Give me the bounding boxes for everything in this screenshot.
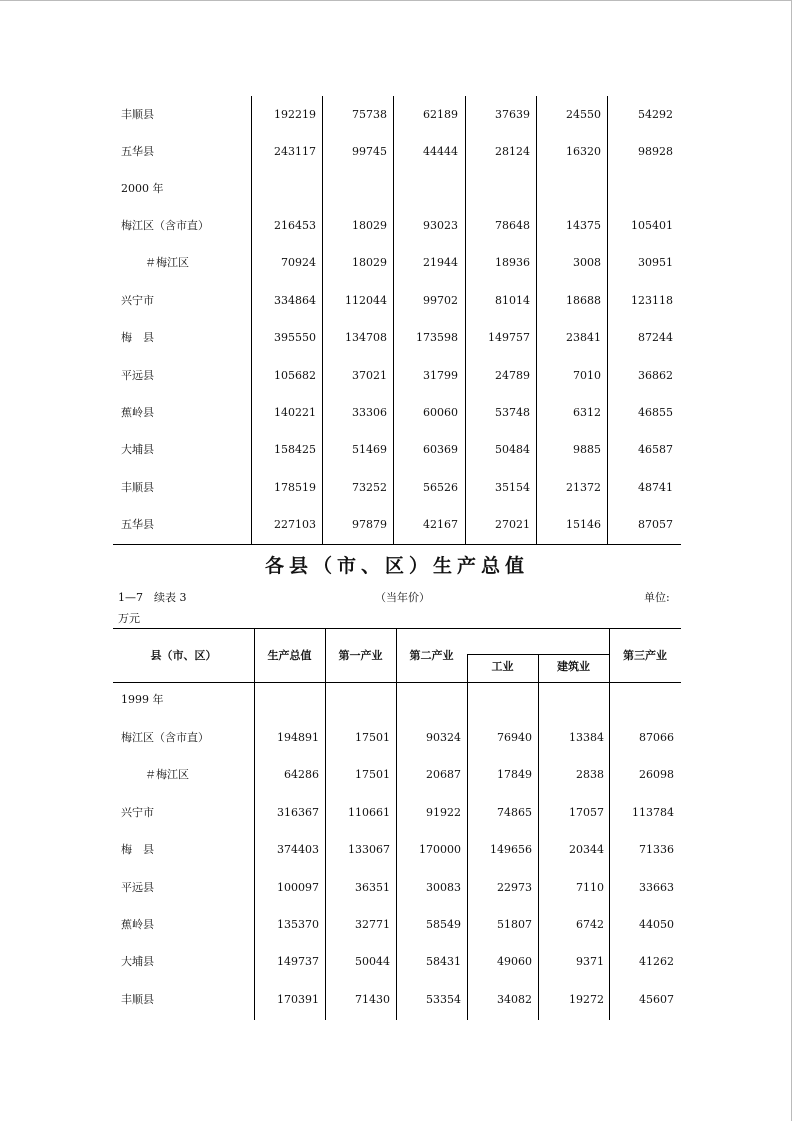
cell-value: 17849 bbox=[497, 768, 532, 781]
cell-value: 149737 bbox=[277, 955, 319, 968]
cell-value: 17057 bbox=[569, 806, 604, 819]
row-label: 1999 年 bbox=[121, 693, 164, 706]
cell-value: 113784 bbox=[632, 806, 674, 819]
cell-value: 149656 bbox=[490, 843, 532, 856]
row-label: 兴宁市 bbox=[121, 806, 154, 819]
cell-value: 30951 bbox=[638, 256, 673, 269]
unit-label: 单位: bbox=[644, 591, 670, 604]
table-row bbox=[113, 403, 681, 423]
cell-value: 7010 bbox=[573, 369, 601, 382]
cell-value: 32771 bbox=[355, 918, 390, 931]
cell-value: 90324 bbox=[426, 731, 461, 744]
cell-value: 87057 bbox=[638, 518, 673, 531]
row-label: ＃梅江区 bbox=[145, 768, 189, 781]
cell-value: 20687 bbox=[426, 768, 461, 781]
cell-value: 49060 bbox=[497, 955, 532, 968]
table-row bbox=[113, 105, 681, 125]
page-title: 各县（市、区）生产总值 bbox=[264, 555, 529, 577]
cell-value: 158425 bbox=[274, 443, 316, 456]
cell-value: 81014 bbox=[495, 294, 530, 307]
cell-value: 26098 bbox=[639, 768, 674, 781]
cell-value: 9885 bbox=[573, 443, 601, 456]
cell-value: 133067 bbox=[348, 843, 390, 856]
cell-value: 23841 bbox=[566, 331, 601, 344]
row-label: 平远县 bbox=[121, 881, 154, 894]
cell-value: 51807 bbox=[497, 918, 532, 931]
row-label: 梅 县 bbox=[121, 843, 154, 856]
cell-value: 64286 bbox=[284, 768, 319, 781]
cell-value: 91922 bbox=[426, 806, 461, 819]
cell-value: 98928 bbox=[638, 145, 673, 158]
header-industry: 工业 bbox=[491, 660, 514, 673]
cell-value: 97879 bbox=[352, 518, 387, 531]
table-row bbox=[113, 142, 681, 162]
cell-value: 60369 bbox=[423, 443, 458, 456]
cell-value: 112044 bbox=[345, 294, 387, 307]
cell-value: 17501 bbox=[355, 768, 390, 781]
cell-value: 22973 bbox=[497, 881, 532, 894]
table-row bbox=[113, 515, 681, 535]
cell-value: 105401 bbox=[631, 219, 673, 232]
cell-value: 28124 bbox=[495, 145, 530, 158]
row-label: 兴宁市 bbox=[121, 294, 154, 307]
cell-value: 50044 bbox=[355, 955, 390, 968]
header-primary: 第一产业 bbox=[338, 649, 383, 662]
table-row bbox=[113, 690, 681, 710]
cell-value: 99745 bbox=[352, 145, 387, 158]
row-label: 平远县 bbox=[121, 369, 154, 382]
cell-value: 33306 bbox=[352, 406, 387, 419]
cell-value: 50484 bbox=[495, 443, 530, 456]
row-label: 丰顺县 bbox=[121, 108, 154, 121]
cell-value: 18688 bbox=[566, 294, 601, 307]
cell-value: 123118 bbox=[631, 294, 673, 307]
cell-value: 76940 bbox=[497, 731, 532, 744]
cell-value: 33663 bbox=[639, 881, 674, 894]
cell-value: 17501 bbox=[355, 731, 390, 744]
cell-value: 71336 bbox=[639, 843, 674, 856]
table-row bbox=[113, 952, 681, 972]
cell-value: 334864 bbox=[274, 294, 316, 307]
table-row bbox=[113, 366, 681, 386]
cell-value: 227103 bbox=[274, 518, 316, 531]
cell-value: 100097 bbox=[277, 881, 319, 894]
cell-value: 134708 bbox=[345, 331, 387, 344]
cell-value: 36862 bbox=[638, 369, 673, 382]
row-label: 大埔县 bbox=[121, 443, 154, 456]
lower-data-table bbox=[113, 628, 681, 1020]
row-label: 梅 县 bbox=[121, 331, 154, 344]
cell-value: 31799 bbox=[423, 369, 458, 382]
cell-value: 93023 bbox=[423, 219, 458, 232]
cell-value: 20344 bbox=[569, 843, 604, 856]
cell-value: 48741 bbox=[638, 481, 673, 494]
header-bottom-rule bbox=[113, 682, 681, 683]
cell-value: 24550 bbox=[566, 108, 601, 121]
table-row bbox=[113, 990, 681, 1010]
cell-value: 7110 bbox=[576, 881, 604, 894]
cell-value: 87066 bbox=[639, 731, 674, 744]
cell-value: 110661 bbox=[348, 806, 390, 819]
cell-value: 170000 bbox=[419, 843, 461, 856]
cell-value: 16320 bbox=[566, 145, 601, 158]
cell-value: 3008 bbox=[573, 256, 601, 269]
cell-value: 46855 bbox=[638, 406, 673, 419]
cell-value: 316367 bbox=[277, 806, 319, 819]
row-label: 丰顺县 bbox=[121, 993, 154, 1006]
row-label: 梅江区（含市直） bbox=[121, 219, 209, 232]
cell-value: 192219 bbox=[274, 108, 316, 121]
cell-value: 58431 bbox=[426, 955, 461, 968]
cell-value: 9371 bbox=[576, 955, 604, 968]
cell-value: 18029 bbox=[352, 219, 387, 232]
table-row bbox=[113, 765, 681, 785]
cell-value: 30083 bbox=[426, 881, 461, 894]
cell-value: 243117 bbox=[274, 145, 316, 158]
row-label: ＃梅江区 bbox=[145, 256, 189, 269]
table-row bbox=[113, 328, 681, 348]
row-label: 2000 年 bbox=[121, 182, 164, 195]
header-secondary: 第二产业 bbox=[409, 649, 454, 662]
cell-value: 105682 bbox=[274, 369, 316, 382]
cell-value: 178519 bbox=[274, 481, 316, 494]
cell-value: 21944 bbox=[423, 256, 458, 269]
row-label: 丰顺县 bbox=[121, 481, 154, 494]
cell-value: 15146 bbox=[566, 518, 601, 531]
header-construction: 建筑业 bbox=[557, 660, 590, 673]
cell-value: 71430 bbox=[355, 993, 390, 1006]
header-county: 县（市、区） bbox=[150, 649, 217, 662]
cell-value: 14375 bbox=[566, 219, 601, 232]
cell-value: 45607 bbox=[639, 993, 674, 1006]
cell-value: 34082 bbox=[497, 993, 532, 1006]
cell-value: 18936 bbox=[495, 256, 530, 269]
header-gdp: 生产总值 bbox=[267, 649, 312, 662]
cell-value: 135370 bbox=[277, 918, 319, 931]
cell-value: 37639 bbox=[495, 108, 530, 121]
table-number: 1—7 续表 3 bbox=[118, 591, 187, 604]
upper-data-table bbox=[113, 96, 681, 545]
row-label: 蕉岭县 bbox=[121, 918, 154, 931]
cell-value: 149757 bbox=[488, 331, 530, 344]
cell-value: 36351 bbox=[355, 881, 390, 894]
cell-value: 374403 bbox=[277, 843, 319, 856]
table-row bbox=[113, 915, 681, 935]
cell-value: 44444 bbox=[423, 145, 458, 158]
cell-value: 60060 bbox=[423, 406, 458, 419]
cell-value: 6312 bbox=[573, 406, 601, 419]
cell-value: 75738 bbox=[352, 108, 387, 121]
cell-value: 78648 bbox=[495, 219, 530, 232]
cell-value: 19272 bbox=[569, 993, 604, 1006]
cell-value: 13384 bbox=[569, 731, 604, 744]
cell-value: 2838 bbox=[576, 768, 604, 781]
cell-value: 27021 bbox=[495, 518, 530, 531]
table-row bbox=[113, 291, 681, 311]
table-row bbox=[113, 179, 681, 199]
cell-value: 99702 bbox=[423, 294, 458, 307]
table-row bbox=[113, 840, 681, 860]
table-bottom-rule bbox=[113, 544, 681, 545]
cell-value: 41262 bbox=[639, 955, 674, 968]
unit-value: 万元 bbox=[118, 612, 140, 625]
cell-value: 73252 bbox=[352, 481, 387, 494]
table-row bbox=[113, 478, 681, 498]
header-tertiary: 第三产业 bbox=[623, 649, 667, 662]
cell-value: 53748 bbox=[495, 406, 530, 419]
table-row bbox=[113, 878, 681, 898]
table-row bbox=[113, 728, 681, 748]
cell-value: 6742 bbox=[576, 918, 604, 931]
cell-value: 74865 bbox=[497, 806, 532, 819]
row-label: 大埔县 bbox=[121, 955, 154, 968]
cell-value: 51469 bbox=[352, 443, 387, 456]
cell-value: 42167 bbox=[423, 518, 458, 531]
cell-value: 37021 bbox=[352, 369, 387, 382]
cell-value: 170391 bbox=[277, 993, 319, 1006]
cell-value: 54292 bbox=[638, 108, 673, 121]
table-top-rule bbox=[113, 628, 681, 629]
cell-value: 24789 bbox=[495, 369, 530, 382]
cell-value: 395550 bbox=[274, 331, 316, 344]
table-row bbox=[113, 803, 681, 823]
cell-value: 18029 bbox=[352, 256, 387, 269]
cell-value: 140221 bbox=[274, 406, 316, 419]
cell-value: 21372 bbox=[566, 481, 601, 494]
row-label: 梅江区（含市直） bbox=[121, 731, 209, 744]
table-row bbox=[113, 440, 681, 460]
price-note: （当年价） bbox=[375, 591, 430, 604]
cell-value: 87244 bbox=[638, 331, 673, 344]
cell-value: 70924 bbox=[281, 256, 316, 269]
cell-value: 44050 bbox=[639, 918, 674, 931]
cell-value: 58549 bbox=[426, 918, 461, 931]
row-label: 蕉岭县 bbox=[121, 406, 154, 419]
cell-value: 62189 bbox=[423, 108, 458, 121]
cell-value: 194891 bbox=[277, 731, 319, 744]
cell-value: 216453 bbox=[274, 219, 316, 232]
row-label: 五华县 bbox=[121, 145, 154, 158]
cell-value: 35154 bbox=[495, 481, 530, 494]
cell-value: 56526 bbox=[423, 481, 458, 494]
row-label: 五华县 bbox=[121, 518, 154, 531]
table-row bbox=[113, 253, 681, 273]
cell-value: 173598 bbox=[416, 331, 458, 344]
cell-value: 53354 bbox=[426, 993, 461, 1006]
table-row bbox=[113, 216, 681, 236]
cell-value: 46587 bbox=[638, 443, 673, 456]
